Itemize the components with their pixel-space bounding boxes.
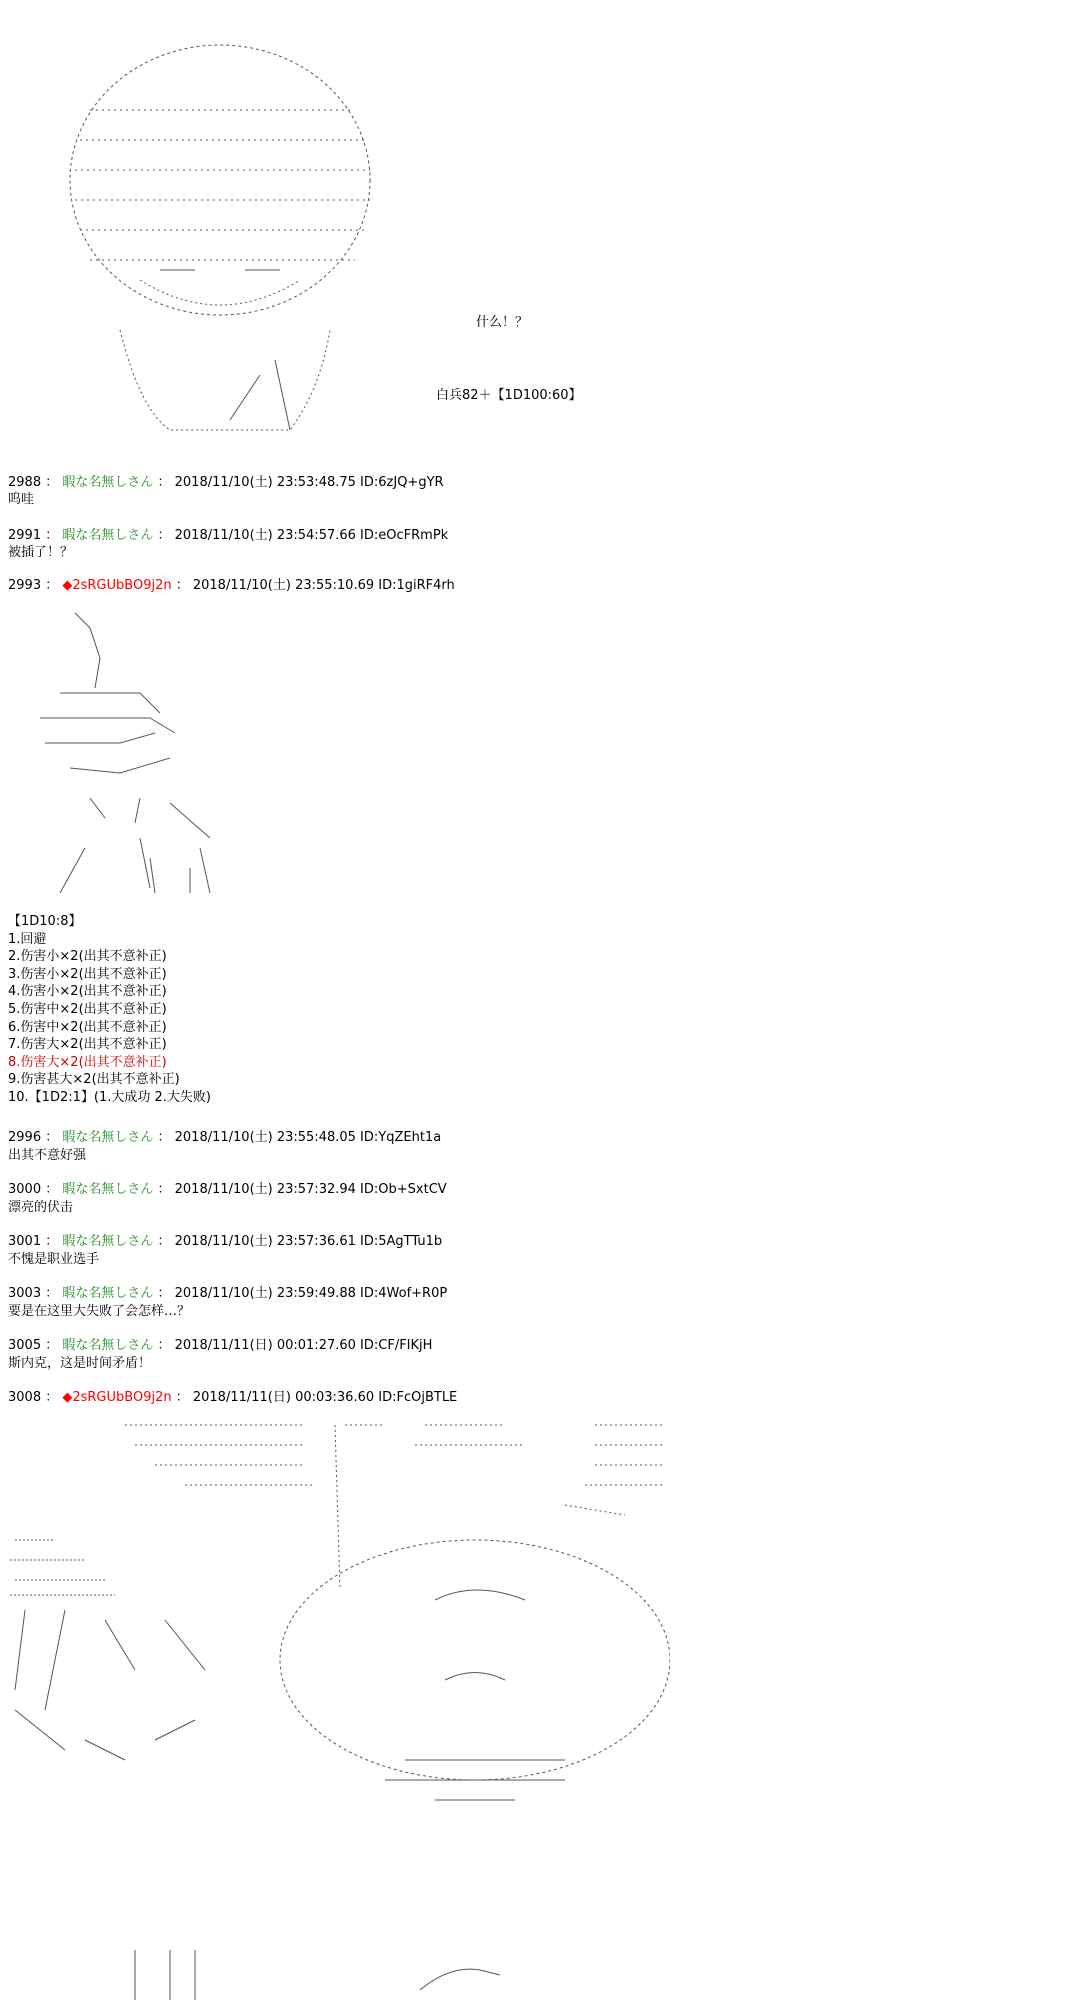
post-date: 2018/11/10(土) 23:59:49.88 [174, 1286, 356, 1301]
ascii-art-character-middle [30, 608, 240, 898]
post-header: 3003 ： 暇な名無しさん ： 2018/11/10(土) 23:59:49.88 ID:4Wof+R0P [8, 1286, 448, 1301]
post-number[interactable]: 2988 [8, 475, 42, 490]
roll-option-selected: 8.伤害大×2(出其不意补正) [8, 1054, 167, 1070]
post-number[interactable]: 3008 [8, 1390, 42, 1405]
ascii-art-scene-bottom [5, 1420, 670, 1810]
ascii-art-fragment-bottom [120, 1950, 590, 2000]
post-id: ID:FcOjBTLE [378, 1390, 458, 1405]
ascii-art-character-top [30, 30, 390, 440]
post-header: 3005 ： 暇な名無しさん ： 2018/11/11(日) 00:01:27.60 ID:CF/FIKjH [8, 1338, 433, 1353]
post-header: 2996 ： 暇な名無しさん ： 2018/11/10(土) 23:55:48.05 ID:YqZEht1a [8, 1130, 442, 1145]
poster-name: 暇な名無しさん [62, 1338, 154, 1353]
roll-option: 5.伤害中×2(出其不意补正) [8, 1001, 167, 1017]
post-number[interactable]: 3001 [8, 1234, 42, 1249]
post-body: 呜哇 [8, 492, 35, 507]
post-body: 斯内克，这是时间矛盾！ [8, 1356, 152, 1371]
post-date: 2018/11/10(土) 23:54:57.66 [174, 528, 356, 543]
post-number[interactable]: 2991 [8, 528, 42, 543]
post-id: ID:YqZEht1a [360, 1130, 442, 1145]
post-body: 要是在这里大失败了会怎样…？ [8, 1304, 191, 1319]
post-date: 2018/11/10(土) 23:53:48.75 [174, 475, 356, 490]
post-number[interactable]: 3005 [8, 1338, 42, 1353]
poster-name: 暇な名無しさん [62, 528, 154, 543]
poster-name: 暇な名無しさん [62, 475, 154, 490]
roll-option: 9.伤害甚大×2(出其不意补正) [8, 1072, 180, 1088]
post-body: 出其不意好强 [8, 1148, 87, 1163]
post-header: 3001 ： 暇な名無しさん ： 2018/11/10(土) 23:57:36.61 ID:5AgTTu1b [8, 1234, 443, 1249]
post-date: 2018/11/10(土) 23:55:10.69 [192, 578, 375, 593]
post-body: 被插了！？ [8, 545, 74, 560]
post-date: 2018/11/10(土) 23:57:32.94 [174, 1182, 356, 1197]
post-number[interactable]: 3003 [8, 1286, 42, 1301]
roll-option: 2.伤害小×2(出其不意补正) [8, 949, 167, 965]
post-date: 2018/11/11(日) 00:03:36.60 [192, 1390, 375, 1405]
post-id: ID:4Wof+R0P [360, 1286, 448, 1301]
roll-option: 6.伤害中×2(出其不意补正) [8, 1019, 167, 1035]
post-header: 2991 ： 暇な名無しさん ： 2018/11/10(土) 23:54:57.66 ID:eOcFRmPk [8, 528, 449, 543]
roll-option: 4.伤害小×2(出其不意补正) [8, 984, 167, 1000]
post-date: 2018/11/10(土) 23:55:48.05 [174, 1130, 356, 1145]
post-body: 不愧是职业选手 [8, 1252, 100, 1267]
poster-name: 暇な名無しさん [62, 1234, 154, 1249]
post-number[interactable]: 3000 [8, 1182, 42, 1197]
post-id: ID:1giRF4rh [378, 578, 455, 593]
post-header: 2993 ： ◆2sRGUbBO9j2n ： 2018/11/10(土) 23:55:10.69 ID:1giRF4rh [8, 578, 455, 593]
roll-option: 10.【1D2:1】(1.大成功 2.大失败) [8, 1089, 211, 1105]
speech-text: 什么！？ [476, 315, 529, 330]
poster-name: 暇な名無しさん [62, 1130, 154, 1145]
roll-table-header: 【1D10:8】 [8, 914, 82, 929]
post-id: ID:6zJQ+gYR [360, 475, 444, 490]
post-id: ID:5AgTTu1b [360, 1234, 443, 1249]
post-number[interactable]: 2993 [8, 578, 42, 593]
roll-result-text: 白兵82＋【1D100:60】 [436, 388, 582, 403]
post-id: ID:eOcFRmPk [360, 528, 449, 543]
post-id: ID:CF/FIKjH [360, 1338, 433, 1353]
roll-option: 3.伤害小×2(出其不意补正) [8, 966, 167, 982]
poster-name: 暇な名無しさん [62, 1182, 154, 1197]
post-header: 2988 ： 暇な名無しさん ： 2018/11/10(土) 23:53:48.75 ID:6zJQ+gYR [8, 475, 444, 490]
post-date: 2018/11/11(日) 00:01:27.60 [174, 1338, 356, 1353]
roll-option: 1.回避 [8, 931, 47, 947]
post-id: ID:Ob+SxtCV [360, 1182, 447, 1197]
post-header: 3000 ： 暇な名無しさん ： 2018/11/10(土) 23:57:32.94 ID:Ob+SxtCV [8, 1182, 447, 1197]
post-header: 3008 ： ◆2sRGUbBO9j2n ： 2018/11/11(日) 00:03:36.60 ID:FcOjBTLE [8, 1390, 458, 1405]
poster-trip: ◆2sRGUbBO9j2n [62, 1390, 172, 1405]
poster-trip: ◆2sRGUbBO9j2n [62, 578, 172, 593]
poster-name: 暇な名無しさん [62, 1286, 154, 1301]
roll-option: 7.伤害大×2(出其不意补正) [8, 1037, 167, 1053]
post-number[interactable]: 2996 [8, 1130, 42, 1145]
post-body: 漂亮的伏击 [8, 1200, 74, 1215]
roll-table [8, 913, 211, 1107]
post-date: 2018/11/10(土) 23:57:36.61 [174, 1234, 356, 1249]
